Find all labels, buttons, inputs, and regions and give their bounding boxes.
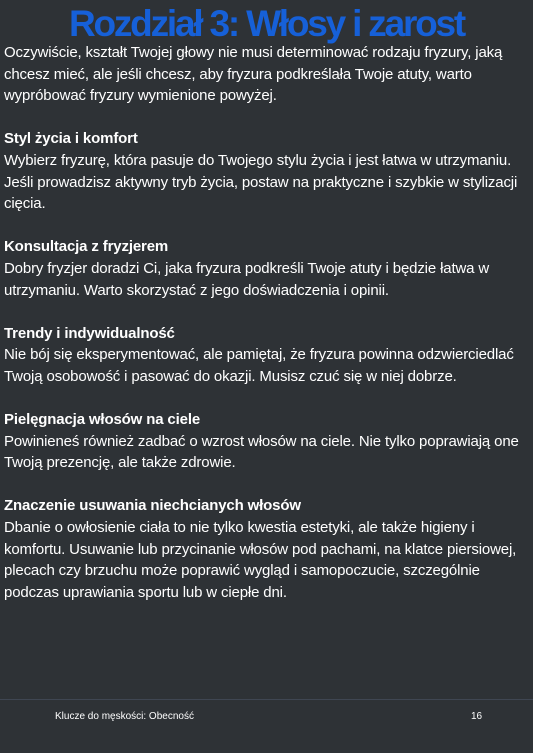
section-body-hair-care: [4, 409, 530, 474]
section-body: Powinieneś również zadbać o wzrost włosów na ciele. Nie tylko poprawiają one Twoją prezencję, ale także zdrowie.: [4, 432, 519, 472]
page-number: 16: [471, 711, 483, 722]
page-title: Rozdział 3: Włosy i zarost: [68, 3, 465, 44]
section-trends: [4, 323, 530, 388]
intro-paragraph: Oczywiście, kształt Twojej głowy nie musi determinować rodzaju fryzury, jaką chcesz mieć, ale jeśli chcesz, aby fryzura podkreślała Twoje atuty, warto wypróbować fryzury wymienione powyżej.: [4, 44, 503, 105]
page-content: [4, 42, 530, 603]
section-body: Dobry fryzjer doradzi Ci, jaka fryzura podkreśli Twoje atuty i będzie łatwa w utrzymaniu. Warto skorzystać z jego doświadczenia i opinii.: [4, 259, 490, 299]
section-body: Dbanie o owłosienie ciała to nie tylko kwestia estetyki, ale także higieny i komfortu. Usuwanie lub przycinanie włosów pod pachami, na klatce piersiowej, plecach czy brzuchu może poprawić wygląd i samopoczucie, szczególnie podczas uprawiania sportu lub w ciepłe dni.: [4, 519, 517, 601]
section-heading: Styl życia i komfort: [4, 130, 138, 148]
section-lifestyle: [4, 128, 530, 214]
footer-divider: [0, 699, 533, 700]
section-body: Nie bój się eksperymentować, ale pamiętaj, że fryzura powinna odzwierciedlać Twoją osobowość i pasować do okazji. Musisz czuć się w niej dobrze.: [4, 346, 514, 385]
section-heading: Pielęgnacja włosów na ciele: [4, 411, 201, 429]
section-heading: Trendy i indywidualność: [4, 324, 175, 342]
section-heading: Znaczenie usuwania niechcianych włosów: [4, 497, 301, 515]
section-body: Wybierz fryzurę, która pasuje do Twojego stylu życia i jest łatwa w utrzymaniu. Jeśli prowadzisz aktywny tryb życia, postaw na praktyczne i szybkie w stylizacji cięcia.: [4, 151, 518, 213]
section-hair-removal: [4, 495, 530, 603]
section-hairdresser: [4, 236, 530, 301]
footer-title: Klucze do męskości: Obecność: [55, 711, 194, 722]
section-heading: Konsultacja z fryzjerem: [4, 238, 169, 256]
